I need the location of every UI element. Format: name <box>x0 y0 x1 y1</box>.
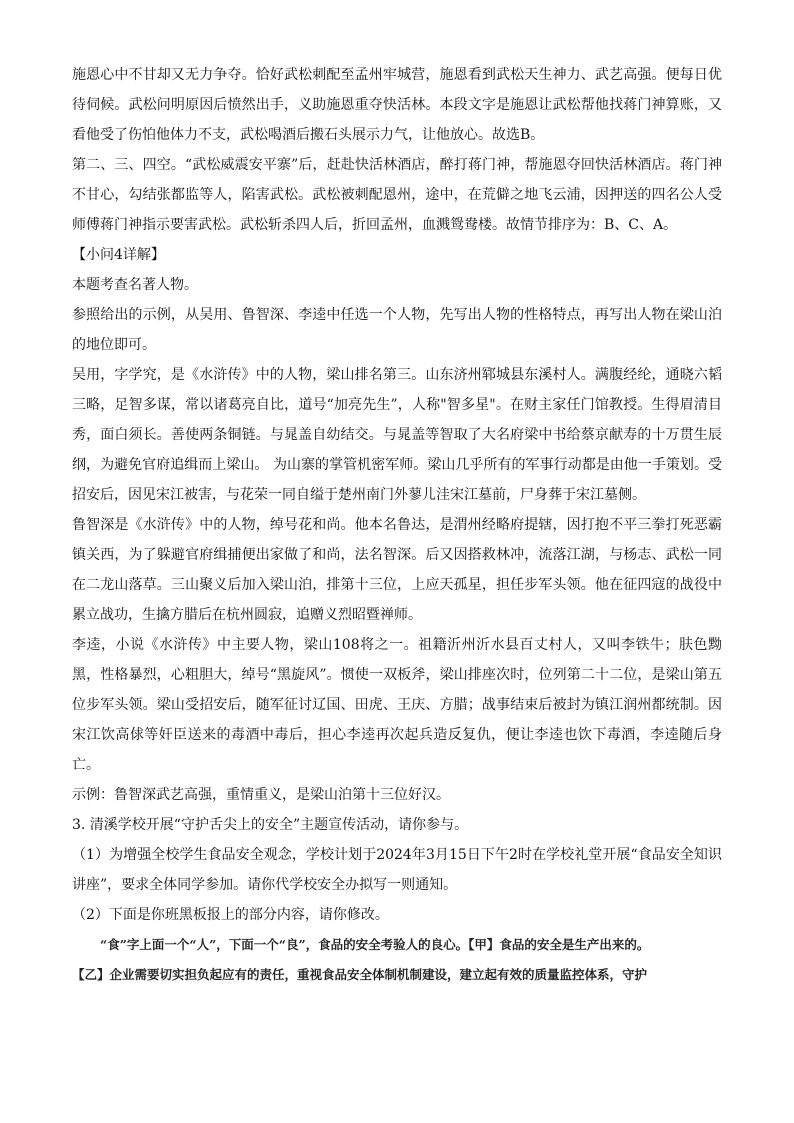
sub-question-1: （1）为增强全校学生食品安全观念，学校计划于2024年3月15日下午2时在学校礼堂开展“食品安全知识讲座”，要求全体同学参加。请你代学校安全办拟写一则通知。 <box>72 847 722 893</box>
paragraph: 本题考查名著人物。 <box>72 277 198 293</box>
paragraph: 参照给出的示例，从吴用、鲁智深、李逵中任选一个人物，先写出人物的性格特点，再写出人物在梁山泊的地位即可。 <box>72 307 722 353</box>
blackboard-line-2: 【乙】企业需要切实担负起应有的责任，重视食品安全体制机制建设，建立起有效的质量监控体系，守护 <box>72 967 648 982</box>
paragraph: 第二、三、四空。“武松威震安平寨”后，赶赴快活林酒店，醉打蒋门神，帮施恩夺回快活林酒店。蒋门神不甘心，勾结张都监等人，陷害武松。武松被刺配恩州，途中，在荒僻之地飞云浦，因押送的四名公人受师傅蒋门神指示要害武松。武松斩杀四人后，折回孟州，血溅鸳鸯楼。故情节排序为：B、C、A。 <box>72 157 722 233</box>
paragraph-li-kui: 李逵，小说《水浒传》中主要人物，梁山108将之一。祖籍沂州沂水县百丈村人，又叫李铁牛；肤色黝黑，性格暴烈，心粗胆大，绰号“黑旋风”。惯使一双板斧，梁山排座次时，位列第二十二位，是梁山第五位步军头领。梁山受招安后，随军征讨辽国、田虎、王庆、方腊；战事结束后被封为镇江润州都统制。因宋江饮高俅等奸臣送来的毒酒中毒后，担心李逵再次起兵造反复仇，便让李逵也饮下毒酒，李逵随后身亡。 <box>72 637 722 773</box>
section-heading: 【小问4详解】 <box>72 247 165 263</box>
paragraph-lu-zhishen: 鲁智深是《水浒传》中的人物，绰号花和尚。他本名鲁达，是渭州经略府提辖，因打抱不平三拳打死恶霸镇关西，为了躲避官府缉捕便出家做了和尚，法名智深。后又因搭救林冲，流落江湖，与杨志、武松一同在二龙山落草。三山聚义后加入梁山泊，排第十三位，上应天孤星，担任步军头领。他在征四寇的战役中累立战功，生擒方腊后在杭州圆寂，追赠义烈昭暨禅师。 <box>72 517 722 623</box>
sub-question-2: （2）下面是你班黑板报上的部分内容，请你修改。 <box>72 907 389 923</box>
question-title: 3. 清溪学校开展“守护舌尖上的安全”主题宣传活动，请你参与。 <box>72 817 469 833</box>
document-page <box>72 60 722 990</box>
blackboard-line-1: “食”字上面一个“人”，下面一个“良”，食品的安全考验人的良心。【甲】食品的安全是生产出来的。 <box>100 937 650 952</box>
example-answer: 示例：鲁智深武艺高强，重情重义，是梁山泊第十三位好汉。 <box>72 787 450 803</box>
paragraph: 施恩心中不甘却又无力争夺。恰好武松刺配至孟州牢城营，施恩看到武松天生神力、武艺高强。便每日优待伺候。武松问明原因后愤然出手，义助施恩重夺快活林。本段文字是施恩让武松帮他找蒋门神算账，又看他受了伤怕他体力不支，武松喝酒后搬石头展示力气，让他放心。故选B。 <box>72 67 722 143</box>
paragraph-wu-yong: 吴用，字学究，是《水浒传》中的人物，梁山排名第三。山东济州郓城县东溪村人。满腹经纶，通晓六韬三略，足智多谋，常以诸葛亮自比，道号“加亮先生”，人称"智多星"。在财主家任门馆教授。生得眉清目秀，面白须长。善使两条铜链。与晁盖自幼结交。与晁盖等智取了大名府梁中书给蔡京献寿的十万贯生辰纲，为避免官府追缉而上梁山。 为山寨的掌管机密军师。梁山几乎所有的军事行动都是由他一手策划。受招安后，因见宋江被害，与花荣一同自缢于楚州南门外蓼儿洼宋江墓前，尸身葬于宋江墓侧。 <box>72 367 722 503</box>
